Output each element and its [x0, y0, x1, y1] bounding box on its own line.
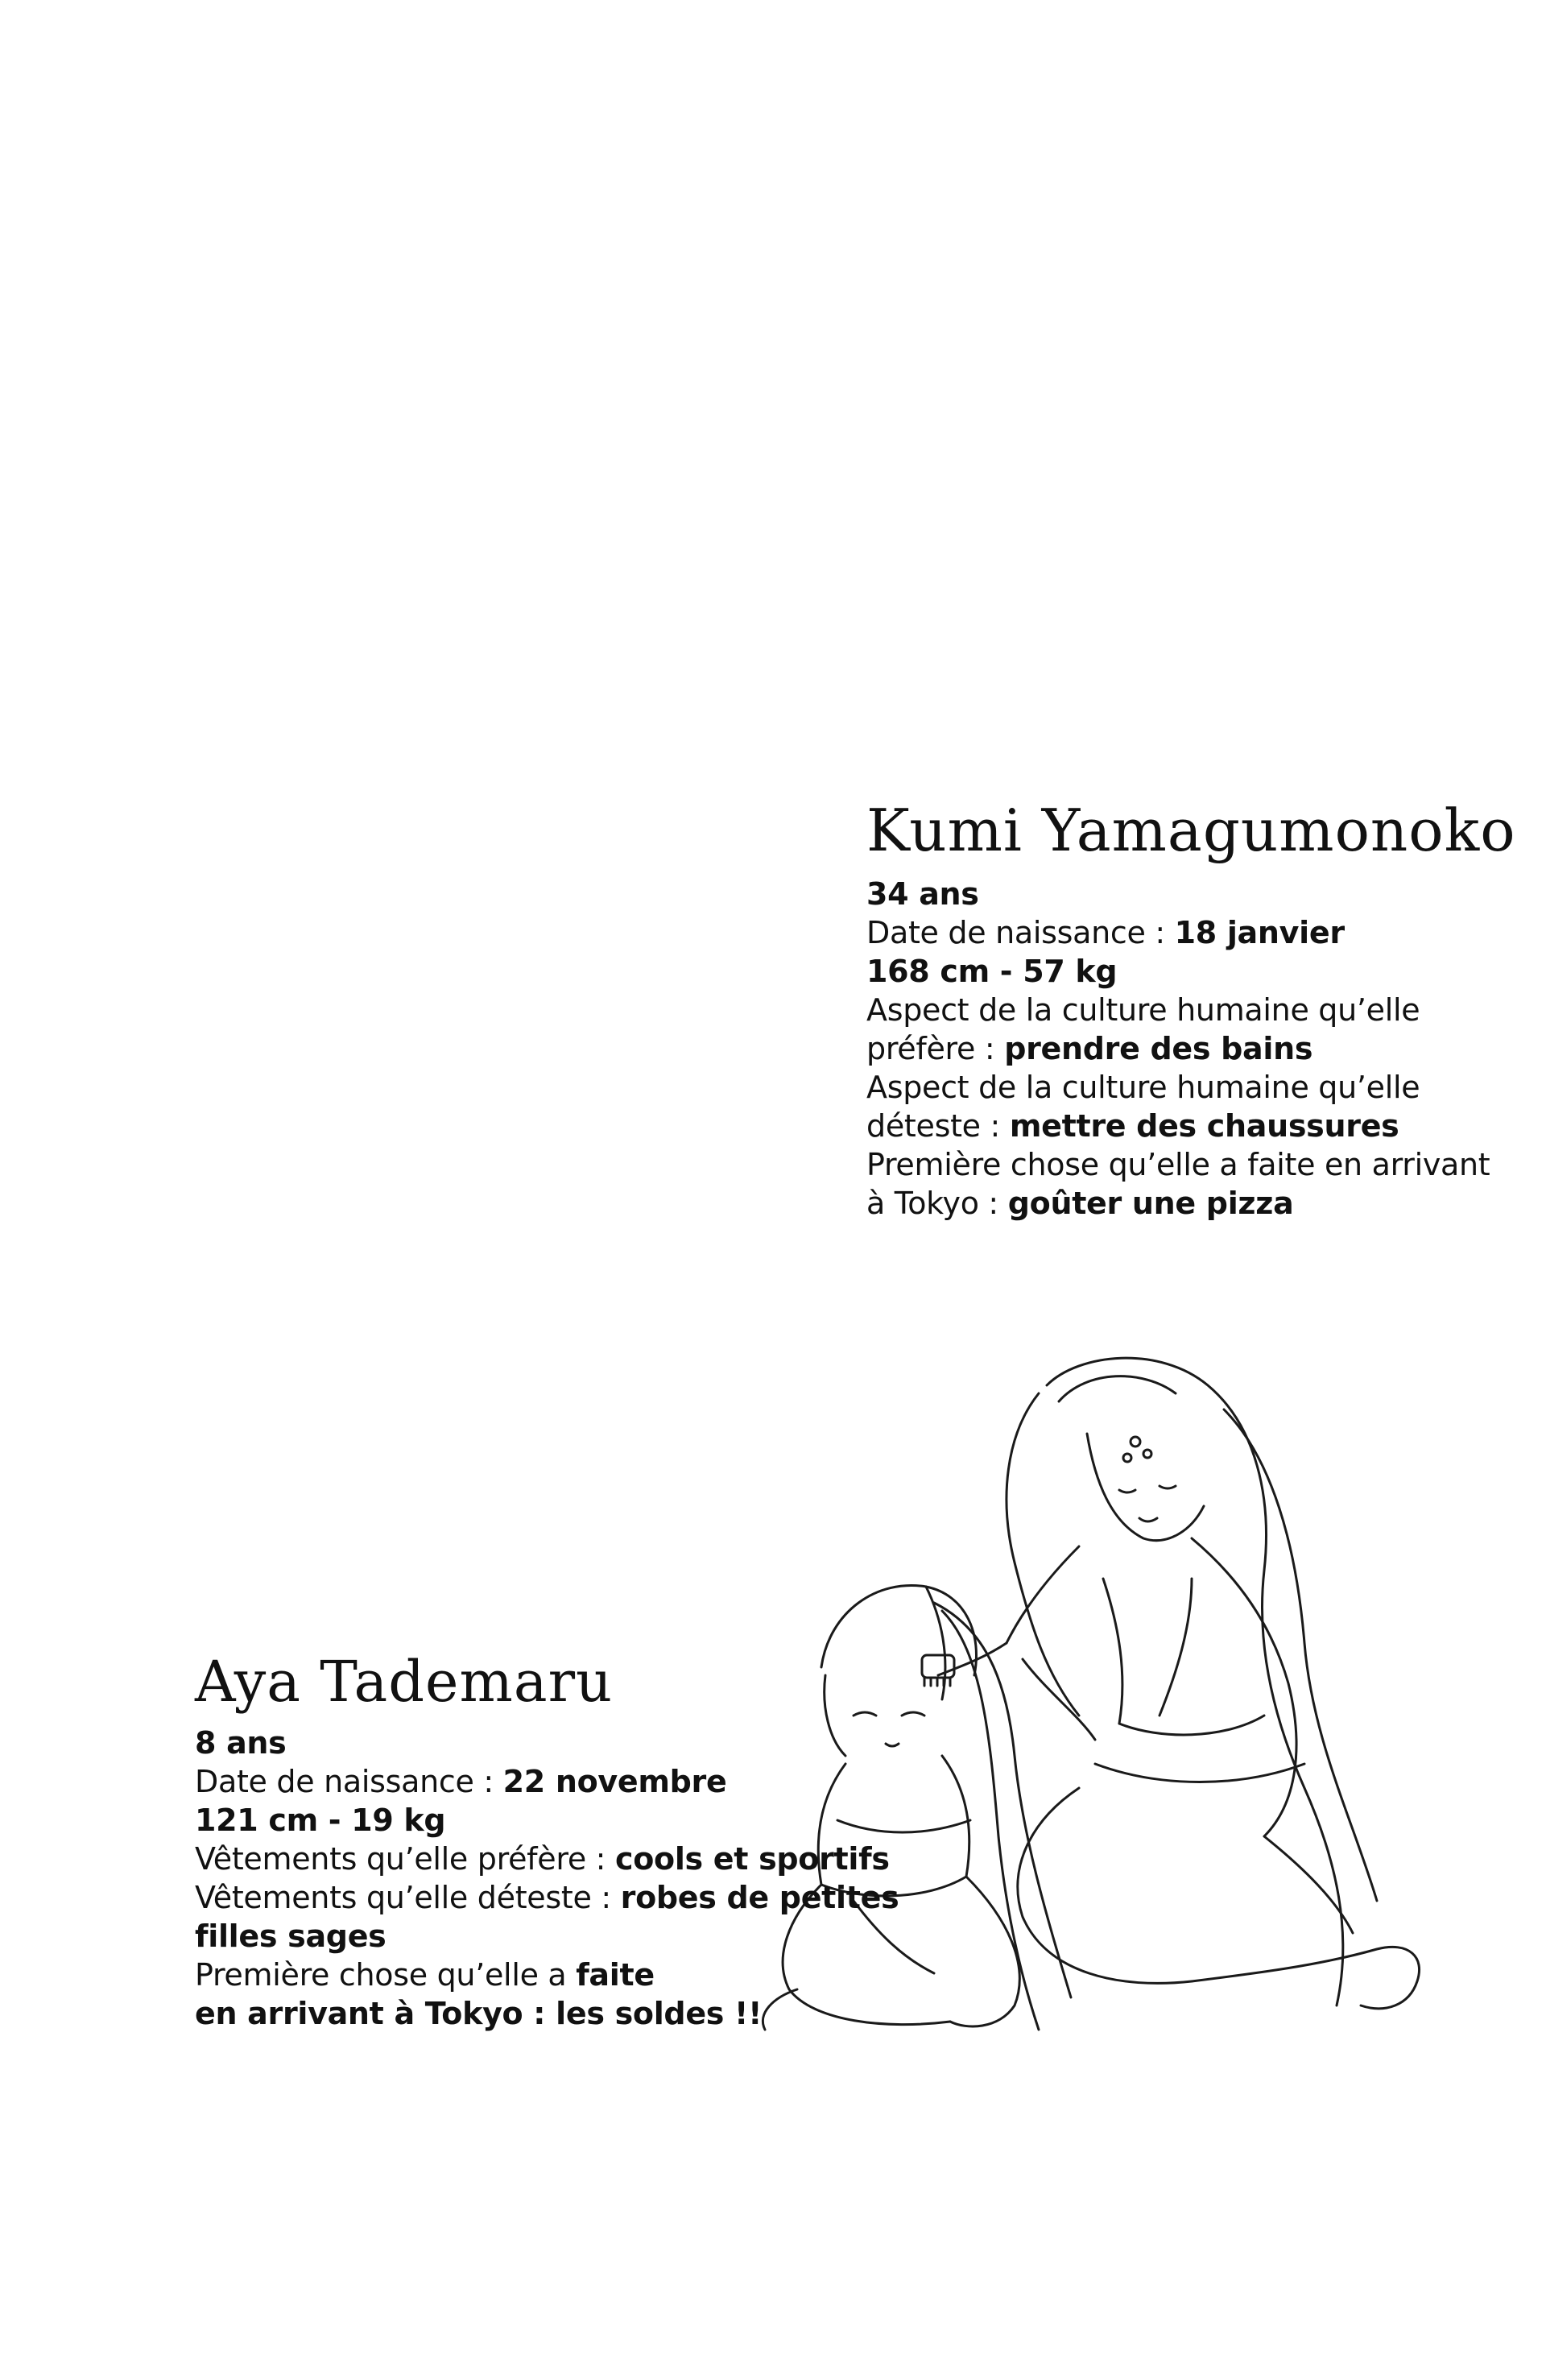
illustration-kumi-combing-aya	[741, 1337, 1449, 2110]
aya-birth: Date de naissance : 22 novembre	[195, 1764, 727, 1799]
kumi-dislikes-label: Aspect de la culture humaine qu’elle	[866, 1070, 1420, 1105]
kumi-age: 34 ans	[866, 876, 979, 912]
aya-first-cont: en arrivant à Tokyo : les soldes !!	[195, 1996, 763, 2031]
aya-likes: Vêtements qu’elle préfère : cools et sportifs	[195, 1841, 890, 1877]
aya-measures: 121 cm - 19 kg	[195, 1803, 446, 1838]
kumi-likes: préfère : prendre des bains	[866, 1031, 1313, 1066]
kumi-first: à Tokyo : goûter une pizza	[866, 1186, 1294, 1221]
kumi-birth: Date de naissance : 18 janvier	[866, 915, 1345, 950]
kumi-profile	[866, 786, 1535, 1223]
kumi-name: Kumi Yamagumonoko	[866, 797, 1516, 864]
kumi-first-label: Première chose qu’elle a faite en arrivant	[866, 1147, 1490, 1182]
aya-profile	[195, 1643, 899, 2033]
kumi-measures: 168 cm - 57 kg	[866, 954, 1118, 989]
aya-name: Aya Tademaru	[195, 1649, 614, 1715]
aya-dislikes-cont: filles sages	[195, 1918, 386, 1954]
aya-age: 8 ans	[195, 1725, 287, 1761]
kumi-likes-label: Aspect de la culture humaine qu’elle	[866, 992, 1420, 1028]
aya-dislikes: Vêtements qu’elle déteste : robes de petites	[195, 1880, 899, 1915]
kumi-dislikes: déteste : mettre des chaussures	[866, 1108, 1399, 1144]
aya-first: Première chose qu’elle a faite	[195, 1957, 655, 1993]
